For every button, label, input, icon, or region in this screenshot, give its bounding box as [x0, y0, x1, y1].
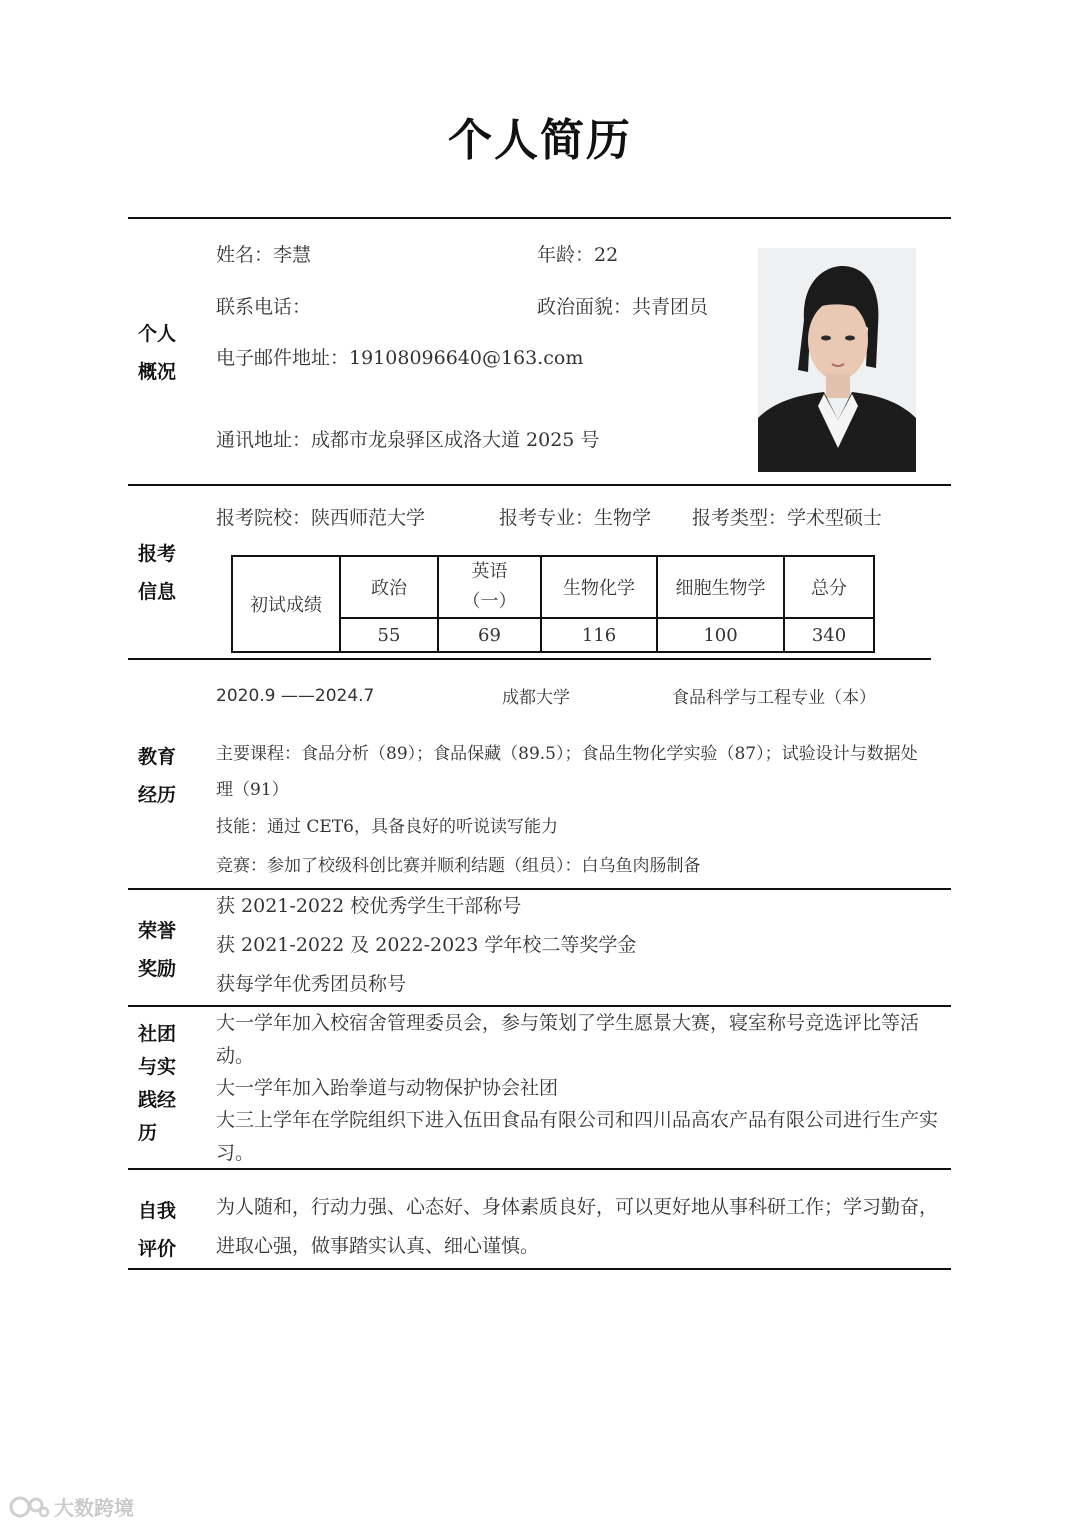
section-label-exam: 报考 信息: [138, 543, 177, 603]
education-school: 成都大学: [502, 688, 570, 708]
score-header: 生物化学: [541, 556, 657, 618]
divider: [128, 217, 951, 219]
education-major: 食品科学与工程专业（本）: [672, 688, 876, 708]
honor-item: 获每学年优秀团员称号: [216, 973, 407, 995]
phone-field: 联系电话：: [216, 296, 312, 318]
practice-item: 大一学年加入校宿舍管理委员会，参与策划了学生愿景大赛，寝室称号竞选评比等活动。: [216, 1012, 920, 1067]
profile-photo: [758, 248, 916, 472]
name-field: 姓名：李慧: [216, 244, 312, 266]
section-label-honors: 荣誉 奖励: [138, 920, 177, 980]
education-competition: 竞赛：参加了校级科创比赛并顺利结题（组员）：白乌鱼肉肠制备: [216, 856, 701, 876]
divider: [128, 1268, 951, 1270]
section-label-self-evaluation: 自我 评价: [138, 1200, 177, 1260]
section-label-practice: 社团 与实 践经 历: [138, 1023, 177, 1144]
score-header: 总分: [784, 556, 874, 618]
score-cell: 340: [784, 618, 874, 652]
score-cell: 55: [340, 618, 438, 652]
score-row-label: 初试成绩: [232, 556, 340, 652]
divider: [128, 484, 951, 486]
watermark: [8, 1492, 134, 1521]
brand-logo-icon: [8, 1495, 50, 1519]
section-label-education: 教育 经历: [138, 746, 177, 806]
divider: [128, 658, 931, 660]
person-portrait-icon: [758, 248, 916, 472]
education-courses: 主要课程：食品分析（89）；食品保藏（89.5）；食品生物化学实验（87）；试验设计与数据处理（91）: [216, 744, 918, 800]
self-evaluation-text: 为人随和，行动力强、心态好、身体素质良好，可以更好地从事科研工作；学习勤奋，进取心强，做事踏实认真、细心谨慎。: [216, 1196, 939, 1257]
score-header: 政治: [340, 556, 438, 618]
score-table: [231, 555, 875, 653]
political-status-field: 政治面貌：共青团员: [537, 296, 709, 318]
score-cell: 69: [438, 618, 541, 652]
target-major: 报考专业：生物学: [499, 507, 652, 529]
age-field: 年龄：22: [537, 244, 619, 266]
honor-item: 获 2021-2022 及 2022-2023 学年校二等奖学金: [216, 934, 637, 956]
practice-item: 大三上学年在学院组织下进入伍田食品有限公司和四川品高农产品有限公司进行生产实习。: [216, 1109, 939, 1164]
divider: [128, 888, 951, 890]
address-field: 通讯地址：成都市龙泉驿区成洛大道 2025 号: [216, 429, 600, 451]
target-school: 报考院校：陕西师范大学: [216, 507, 426, 529]
score-header: 细胞生物学: [657, 556, 784, 618]
page-title: 个人简历: [448, 115, 632, 166]
email-field: 电子邮件地址：19108096640@163.com: [216, 347, 584, 369]
honor-item: 获 2021-2022 校优秀学生干部称号: [216, 895, 522, 917]
education-period: 2020.9 ——2024.7: [216, 686, 375, 706]
practice-item: 大一学年加入跆拳道与动物保护协会社团: [216, 1077, 559, 1099]
score-cell: 116: [541, 618, 657, 652]
score-header: 英语 （一）: [438, 556, 541, 618]
target-type: 报考类型：学术型硕士: [692, 507, 883, 529]
score-cell: 100: [657, 618, 784, 652]
education-skills: 技能：通过 CET6，具备良好的听说读写能力: [216, 817, 558, 837]
section-label-personal: 个人 概况: [138, 323, 177, 383]
watermark-text: 大数跨境: [54, 1496, 134, 1520]
